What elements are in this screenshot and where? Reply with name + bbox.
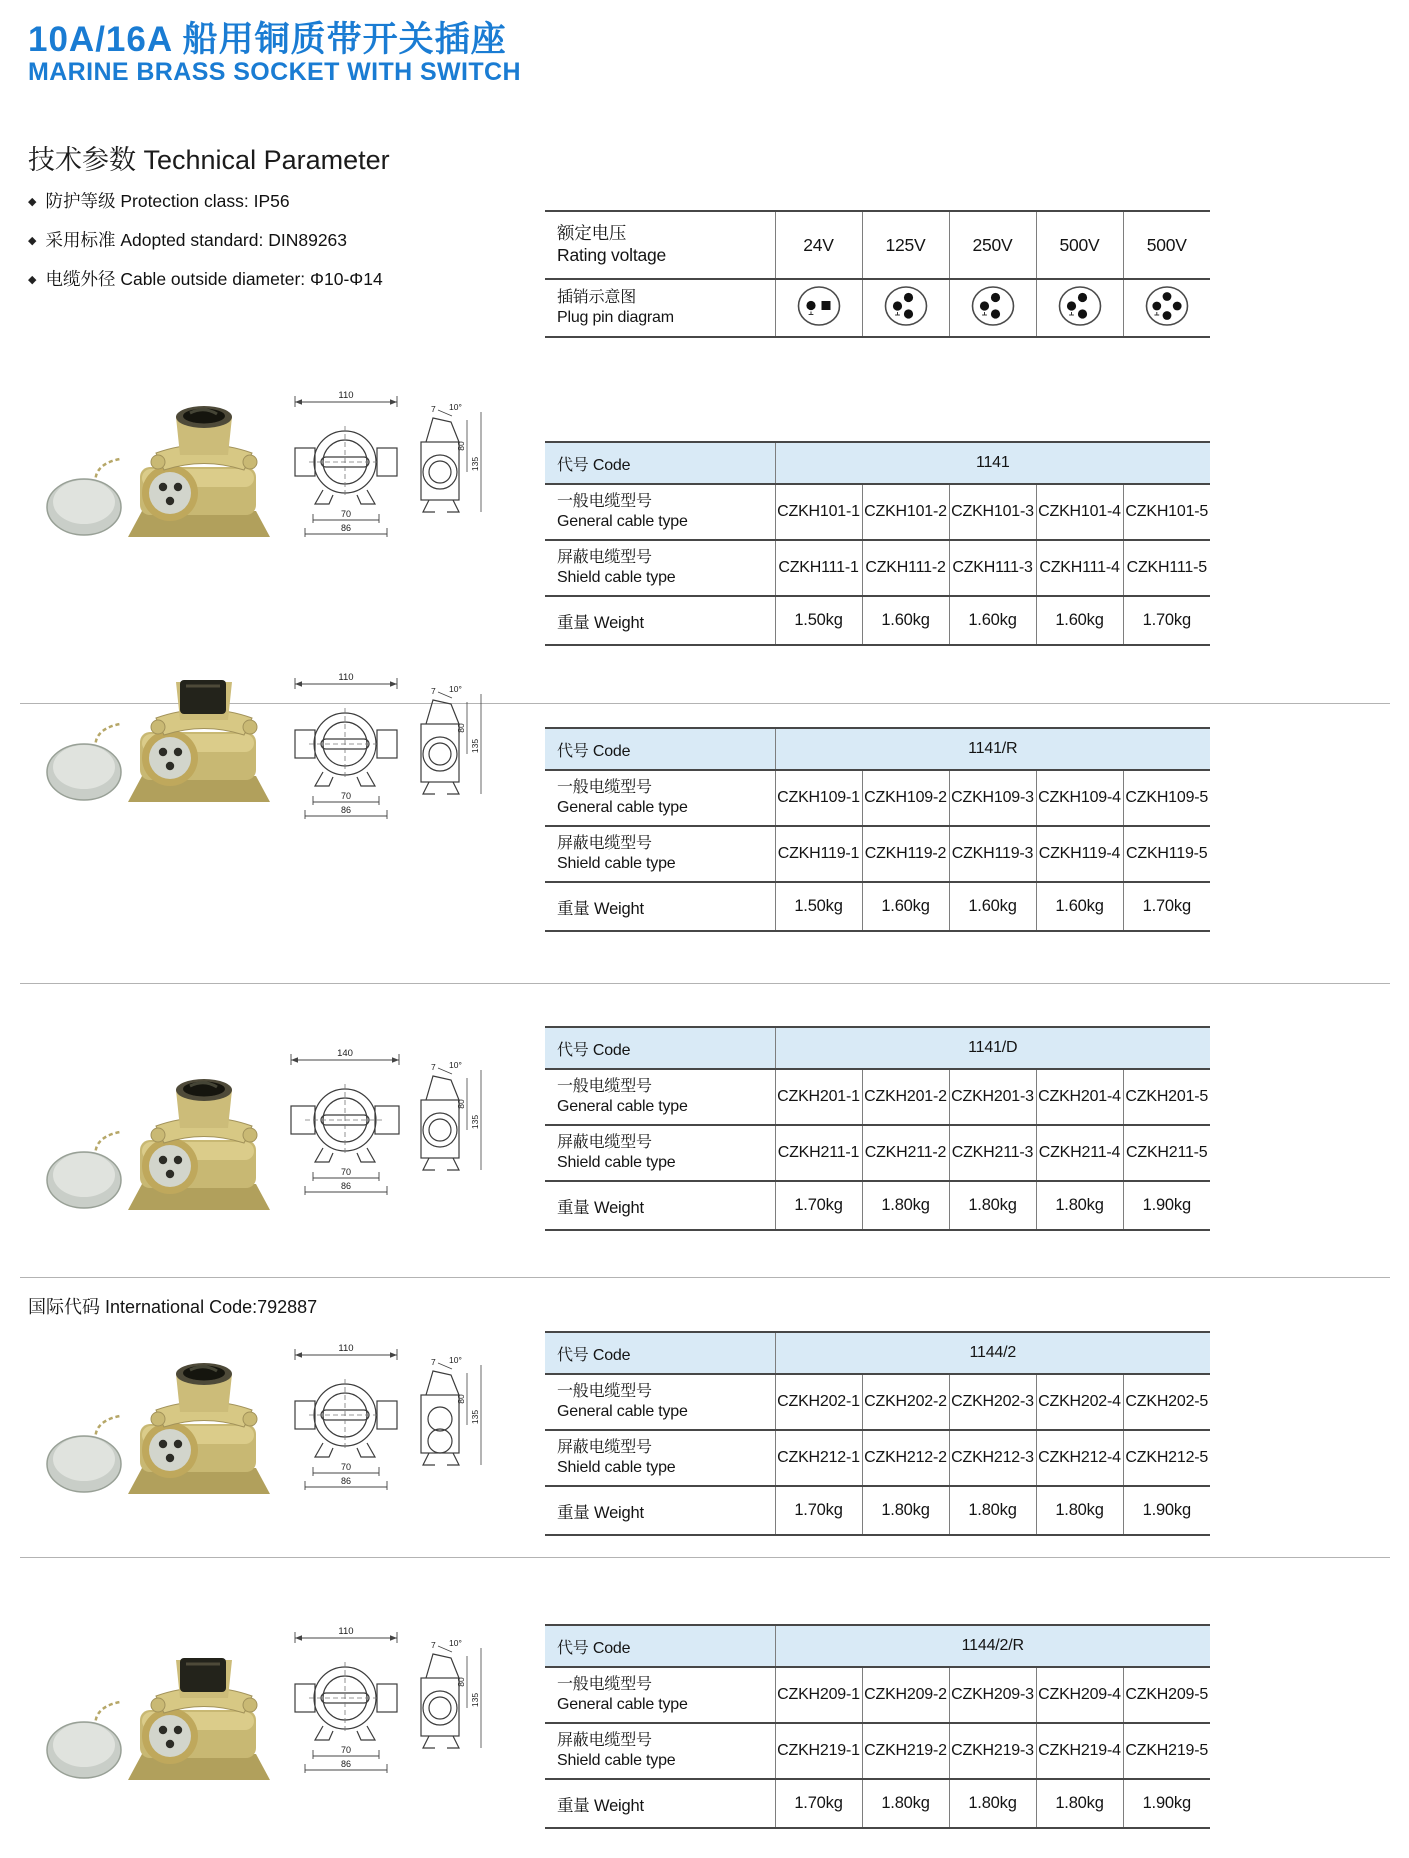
spec-table-1141D	[545, 1026, 1210, 1231]
section-divider	[20, 1277, 1390, 1278]
plug-pin-label: 插销示意图 Plug pin diagram	[545, 279, 775, 337]
row-label-weight: 重量 Weight	[545, 596, 775, 645]
general-type-cell: CZKH201-5	[1123, 1069, 1210, 1125]
weight-cell: 1.80kg	[949, 1486, 1036, 1535]
shield-type-cell: CZKH212-1	[775, 1430, 862, 1486]
weight-cell: 1.60kg	[862, 882, 949, 931]
weight-cell: 1.80kg	[862, 1181, 949, 1230]
dim-offset: 7	[431, 404, 436, 414]
section-divider	[20, 983, 1390, 984]
tech-param-item	[28, 227, 383, 252]
general-type-cell: CZKH109-3	[949, 770, 1036, 826]
row-label-weight: 重量 Weight	[545, 1486, 775, 1535]
shield-type-cell: CZKH212-2	[862, 1430, 949, 1486]
general-type-cell: CZKH209-1	[775, 1667, 862, 1723]
plug-pin-diagram-3pin	[949, 279, 1036, 337]
shield-type-cell: CZKH211-1	[775, 1125, 862, 1181]
dim-height: 135	[470, 1114, 480, 1130]
weight-cell: 1.70kg	[775, 1181, 862, 1230]
general-type-cell: CZKH109-5	[1123, 770, 1210, 826]
weight-cell: 1.70kg	[1123, 596, 1210, 645]
plug-pin-3-icon	[970, 285, 1016, 327]
technical-drawing	[283, 1616, 497, 1784]
shield-type-cell: CZKH212-5	[1123, 1430, 1210, 1486]
weight-cell: 1.60kg	[949, 596, 1036, 645]
diamond-bullet-icon: ◆	[28, 274, 37, 286]
plug-pin-3-icon	[883, 285, 929, 327]
shield-type-cell: CZKH211-3	[949, 1125, 1036, 1181]
general-type-cell: CZKH202-3	[949, 1374, 1036, 1430]
shield-type-cell: CZKH211-2	[862, 1125, 949, 1181]
weight-cell: 1.80kg	[1036, 1181, 1123, 1230]
general-type-cell: CZKH209-4	[1036, 1667, 1123, 1723]
general-type-cell: CZKH202-2	[862, 1374, 949, 1430]
code-value: 1141	[775, 442, 1210, 484]
shield-type-cell: CZKH119-3	[949, 826, 1036, 882]
spec-table-1144-2	[545, 1331, 1210, 1536]
dim-base-outer: 86	[340, 805, 352, 815]
product-photo	[28, 1628, 284, 1790]
dim-angle: 10°	[449, 1355, 462, 1365]
tech-param-text: 采用标准 Adopted standard: DIN89263	[45, 230, 348, 250]
row-label-code: 代号 Code	[545, 728, 775, 770]
spec-table-1141R	[545, 727, 1210, 932]
shield-type-cell: CZKH219-3	[949, 1723, 1036, 1779]
dim-base-outer: 86	[340, 523, 352, 533]
general-type-cell: CZKH109-1	[775, 770, 862, 826]
shield-type-cell: CZKH219-1	[775, 1723, 862, 1779]
shield-type-cell: CZKH119-1	[775, 826, 862, 882]
code-value: 1144/2	[775, 1332, 1210, 1374]
weight-cell: 1.50kg	[775, 596, 862, 645]
weight-cell: 1.70kg	[775, 1486, 862, 1535]
dim-width: 110	[338, 390, 354, 401]
weight-cell: 1.60kg	[862, 596, 949, 645]
row-label-general: 一般电缆型号 General cable type	[545, 770, 775, 826]
tech-param-text: 电缆外径 Cable outside diameter: Φ10-Φ14	[45, 269, 383, 289]
dim-width: 110	[338, 1626, 354, 1637]
shield-type-cell: CZKH111-3	[949, 540, 1036, 596]
shield-type-cell: CZKH111-5	[1123, 540, 1210, 596]
dim-height: 135	[470, 456, 480, 472]
plug-pin-2-icon	[796, 285, 842, 327]
general-type-cell: CZKH101-1	[775, 484, 862, 540]
shield-type-cell: CZKH219-2	[862, 1723, 949, 1779]
shield-type-cell: CZKH111-4	[1036, 540, 1123, 596]
general-type-cell: CZKH109-4	[1036, 770, 1123, 826]
general-type-cell: CZKH101-5	[1123, 484, 1210, 540]
general-type-cell: CZKH201-3	[949, 1069, 1036, 1125]
dim-width: 140	[337, 1048, 353, 1059]
row-label-code: 代号 Code	[545, 442, 775, 484]
row-label-weight: 重量 Weight	[545, 1779, 775, 1828]
weight-cell: 1.80kg	[1036, 1486, 1123, 1535]
weight-cell: 1.90kg	[1123, 1779, 1210, 1828]
row-label-general: 一般电缆型号 General cable type	[545, 1374, 775, 1430]
shield-type-cell: CZKH212-4	[1036, 1430, 1123, 1486]
general-type-cell: CZKH202-4	[1036, 1374, 1123, 1430]
shield-type-cell: CZKH119-2	[862, 826, 949, 882]
general-type-cell: CZKH101-4	[1036, 484, 1123, 540]
product-photo	[28, 1342, 284, 1504]
weight-cell: 1.60kg	[1036, 596, 1123, 645]
voltage-value: 250V	[949, 211, 1036, 279]
shield-type-cell: CZKH111-1	[775, 540, 862, 596]
shield-type-cell: CZKH219-4	[1036, 1723, 1123, 1779]
dim-offset: 7	[431, 1062, 436, 1072]
dim-angle: 10°	[449, 684, 462, 694]
voltage-value: 500V	[1123, 211, 1210, 279]
diamond-bullet-icon: ◆	[28, 235, 37, 247]
tech-params-heading: 技术参数 Technical Parameter	[28, 145, 390, 175]
plug-pin-3-icon	[1057, 285, 1103, 327]
dim-side: 80	[456, 441, 466, 451]
dim-angle: 10°	[449, 402, 462, 412]
weight-cell: 1.80kg	[949, 1181, 1036, 1230]
dim-offset: 7	[431, 1357, 436, 1367]
row-label-shield: 屏蔽电缆型号 Shield cable type	[545, 1125, 775, 1181]
dim-height: 135	[470, 738, 480, 754]
row-label-general: 一般电缆型号 General cable type	[545, 1667, 775, 1723]
page-title: 10A/16A 船用铜质带开关插座	[28, 20, 507, 59]
dim-base-outer: 86	[340, 1181, 352, 1191]
dim-side: 80	[456, 723, 466, 733]
general-type-cell: CZKH201-4	[1036, 1069, 1123, 1125]
dim-side: 80	[456, 1099, 466, 1109]
general-type-cell: CZKH209-5	[1123, 1667, 1210, 1723]
diamond-bullet-icon: ◆	[28, 196, 37, 208]
row-label-shield: 屏蔽电缆型号 Shield cable type	[545, 540, 775, 596]
weight-cell: 1.90kg	[1123, 1181, 1210, 1230]
dim-width: 110	[338, 1343, 354, 1354]
row-label-code: 代号 Code	[545, 1332, 775, 1374]
dim-side: 80	[456, 1677, 466, 1687]
spec-table-1141	[545, 441, 1210, 646]
general-type-cell: CZKH202-5	[1123, 1374, 1210, 1430]
weight-cell: 1.80kg	[949, 1779, 1036, 1828]
dim-height: 135	[470, 1692, 480, 1708]
shield-type-cell: CZKH219-5	[1123, 1723, 1210, 1779]
dim-base-outer: 86	[340, 1759, 352, 1769]
general-type-cell: CZKH201-1	[775, 1069, 862, 1125]
code-value: 1141/R	[775, 728, 1210, 770]
dim-base-inner: 70	[340, 509, 352, 519]
weight-cell: 1.60kg	[1036, 882, 1123, 931]
general-type-cell: CZKH109-2	[862, 770, 949, 826]
dim-base-inner: 70	[340, 1167, 352, 1177]
technical-drawing	[283, 662, 497, 830]
plug-pin-diagram-3pin	[1036, 279, 1123, 337]
row-label-code: 代号 Code	[545, 1027, 775, 1069]
dim-height: 135	[470, 1409, 480, 1425]
plug-pin-diagram-2pin	[775, 279, 862, 337]
row-label-shield: 屏蔽电缆型号 Shield cable type	[545, 1430, 775, 1486]
general-type-cell: CZKH202-1	[775, 1374, 862, 1430]
tech-params-list	[28, 188, 383, 305]
product-photo	[28, 650, 284, 812]
shield-type-cell: CZKH111-2	[862, 540, 949, 596]
rating-voltage-label: 额定电压 Rating voltage	[545, 211, 775, 279]
tech-param-item	[28, 188, 383, 213]
weight-cell: 1.70kg	[1123, 882, 1210, 931]
weight-cell: 1.80kg	[862, 1486, 949, 1535]
weight-cell: 1.70kg	[775, 1779, 862, 1828]
row-label-shield: 屏蔽电缆型号 Shield cable type	[545, 1723, 775, 1779]
general-type-cell: CZKH101-3	[949, 484, 1036, 540]
dim-width: 110	[338, 672, 354, 683]
dim-base-outer: 86	[340, 1476, 352, 1486]
plug-pin-diagram-3pin	[862, 279, 949, 337]
dim-angle: 10°	[449, 1638, 462, 1648]
plug-pin-diagram-4pin	[1123, 279, 1210, 337]
dim-angle: 10°	[449, 1060, 462, 1070]
product-photo	[28, 385, 284, 547]
weight-cell: 1.90kg	[1123, 1486, 1210, 1535]
product-photo	[28, 1058, 284, 1220]
technical-drawing	[283, 1038, 497, 1206]
code-value: 1144/2/R	[775, 1625, 1210, 1667]
technical-drawing	[283, 1333, 497, 1501]
general-type-cell: CZKH209-3	[949, 1667, 1036, 1723]
row-label-weight: 重量 Weight	[545, 882, 775, 931]
voltage-value: 24V	[775, 211, 862, 279]
shield-type-cell: CZKH119-5	[1123, 826, 1210, 882]
tech-param-item	[28, 266, 383, 291]
row-label-code: 代号 Code	[545, 1625, 775, 1667]
shield-type-cell: CZKH119-4	[1036, 826, 1123, 882]
row-label-shield: 屏蔽电缆型号 Shield cable type	[545, 826, 775, 882]
general-type-cell: CZKH209-2	[862, 1667, 949, 1723]
general-type-cell: CZKH201-2	[862, 1069, 949, 1125]
dim-offset: 7	[431, 686, 436, 696]
voltage-value: 125V	[862, 211, 949, 279]
tech-param-text: 防护等级 Protection class: IP56	[45, 191, 290, 211]
shield-type-cell: CZKH211-4	[1036, 1125, 1123, 1181]
code-value: 1141/D	[775, 1027, 1210, 1069]
section-divider	[20, 1557, 1390, 1558]
spec-table-1144-2R	[545, 1624, 1210, 1829]
row-label-general: 一般电缆型号 General cable type	[545, 484, 775, 540]
dim-base-inner: 70	[340, 1745, 352, 1755]
technical-drawing	[283, 380, 497, 548]
row-label-weight: 重量 Weight	[545, 1181, 775, 1230]
voltage-value: 500V	[1036, 211, 1123, 279]
page-subtitle: MARINE BRASS SOCKET WITH SWITCH	[28, 58, 521, 86]
weight-cell: 1.80kg	[1036, 1779, 1123, 1828]
weight-cell: 1.80kg	[862, 1779, 949, 1828]
voltage-table	[545, 210, 1210, 338]
plug-pin-4-icon	[1144, 285, 1190, 327]
shield-type-cell: CZKH211-5	[1123, 1125, 1210, 1181]
shield-type-cell: CZKH212-3	[949, 1430, 1036, 1486]
dim-offset: 7	[431, 1640, 436, 1650]
general-type-cell: CZKH101-2	[862, 484, 949, 540]
row-label-general: 一般电缆型号 General cable type	[545, 1069, 775, 1125]
dim-base-inner: 70	[340, 791, 352, 801]
weight-cell: 1.50kg	[775, 882, 862, 931]
dim-base-inner: 70	[340, 1462, 352, 1472]
dim-side: 80	[456, 1394, 466, 1404]
international-code: 国际代码 International Code:792887	[28, 1297, 318, 1317]
weight-cell: 1.60kg	[949, 882, 1036, 931]
